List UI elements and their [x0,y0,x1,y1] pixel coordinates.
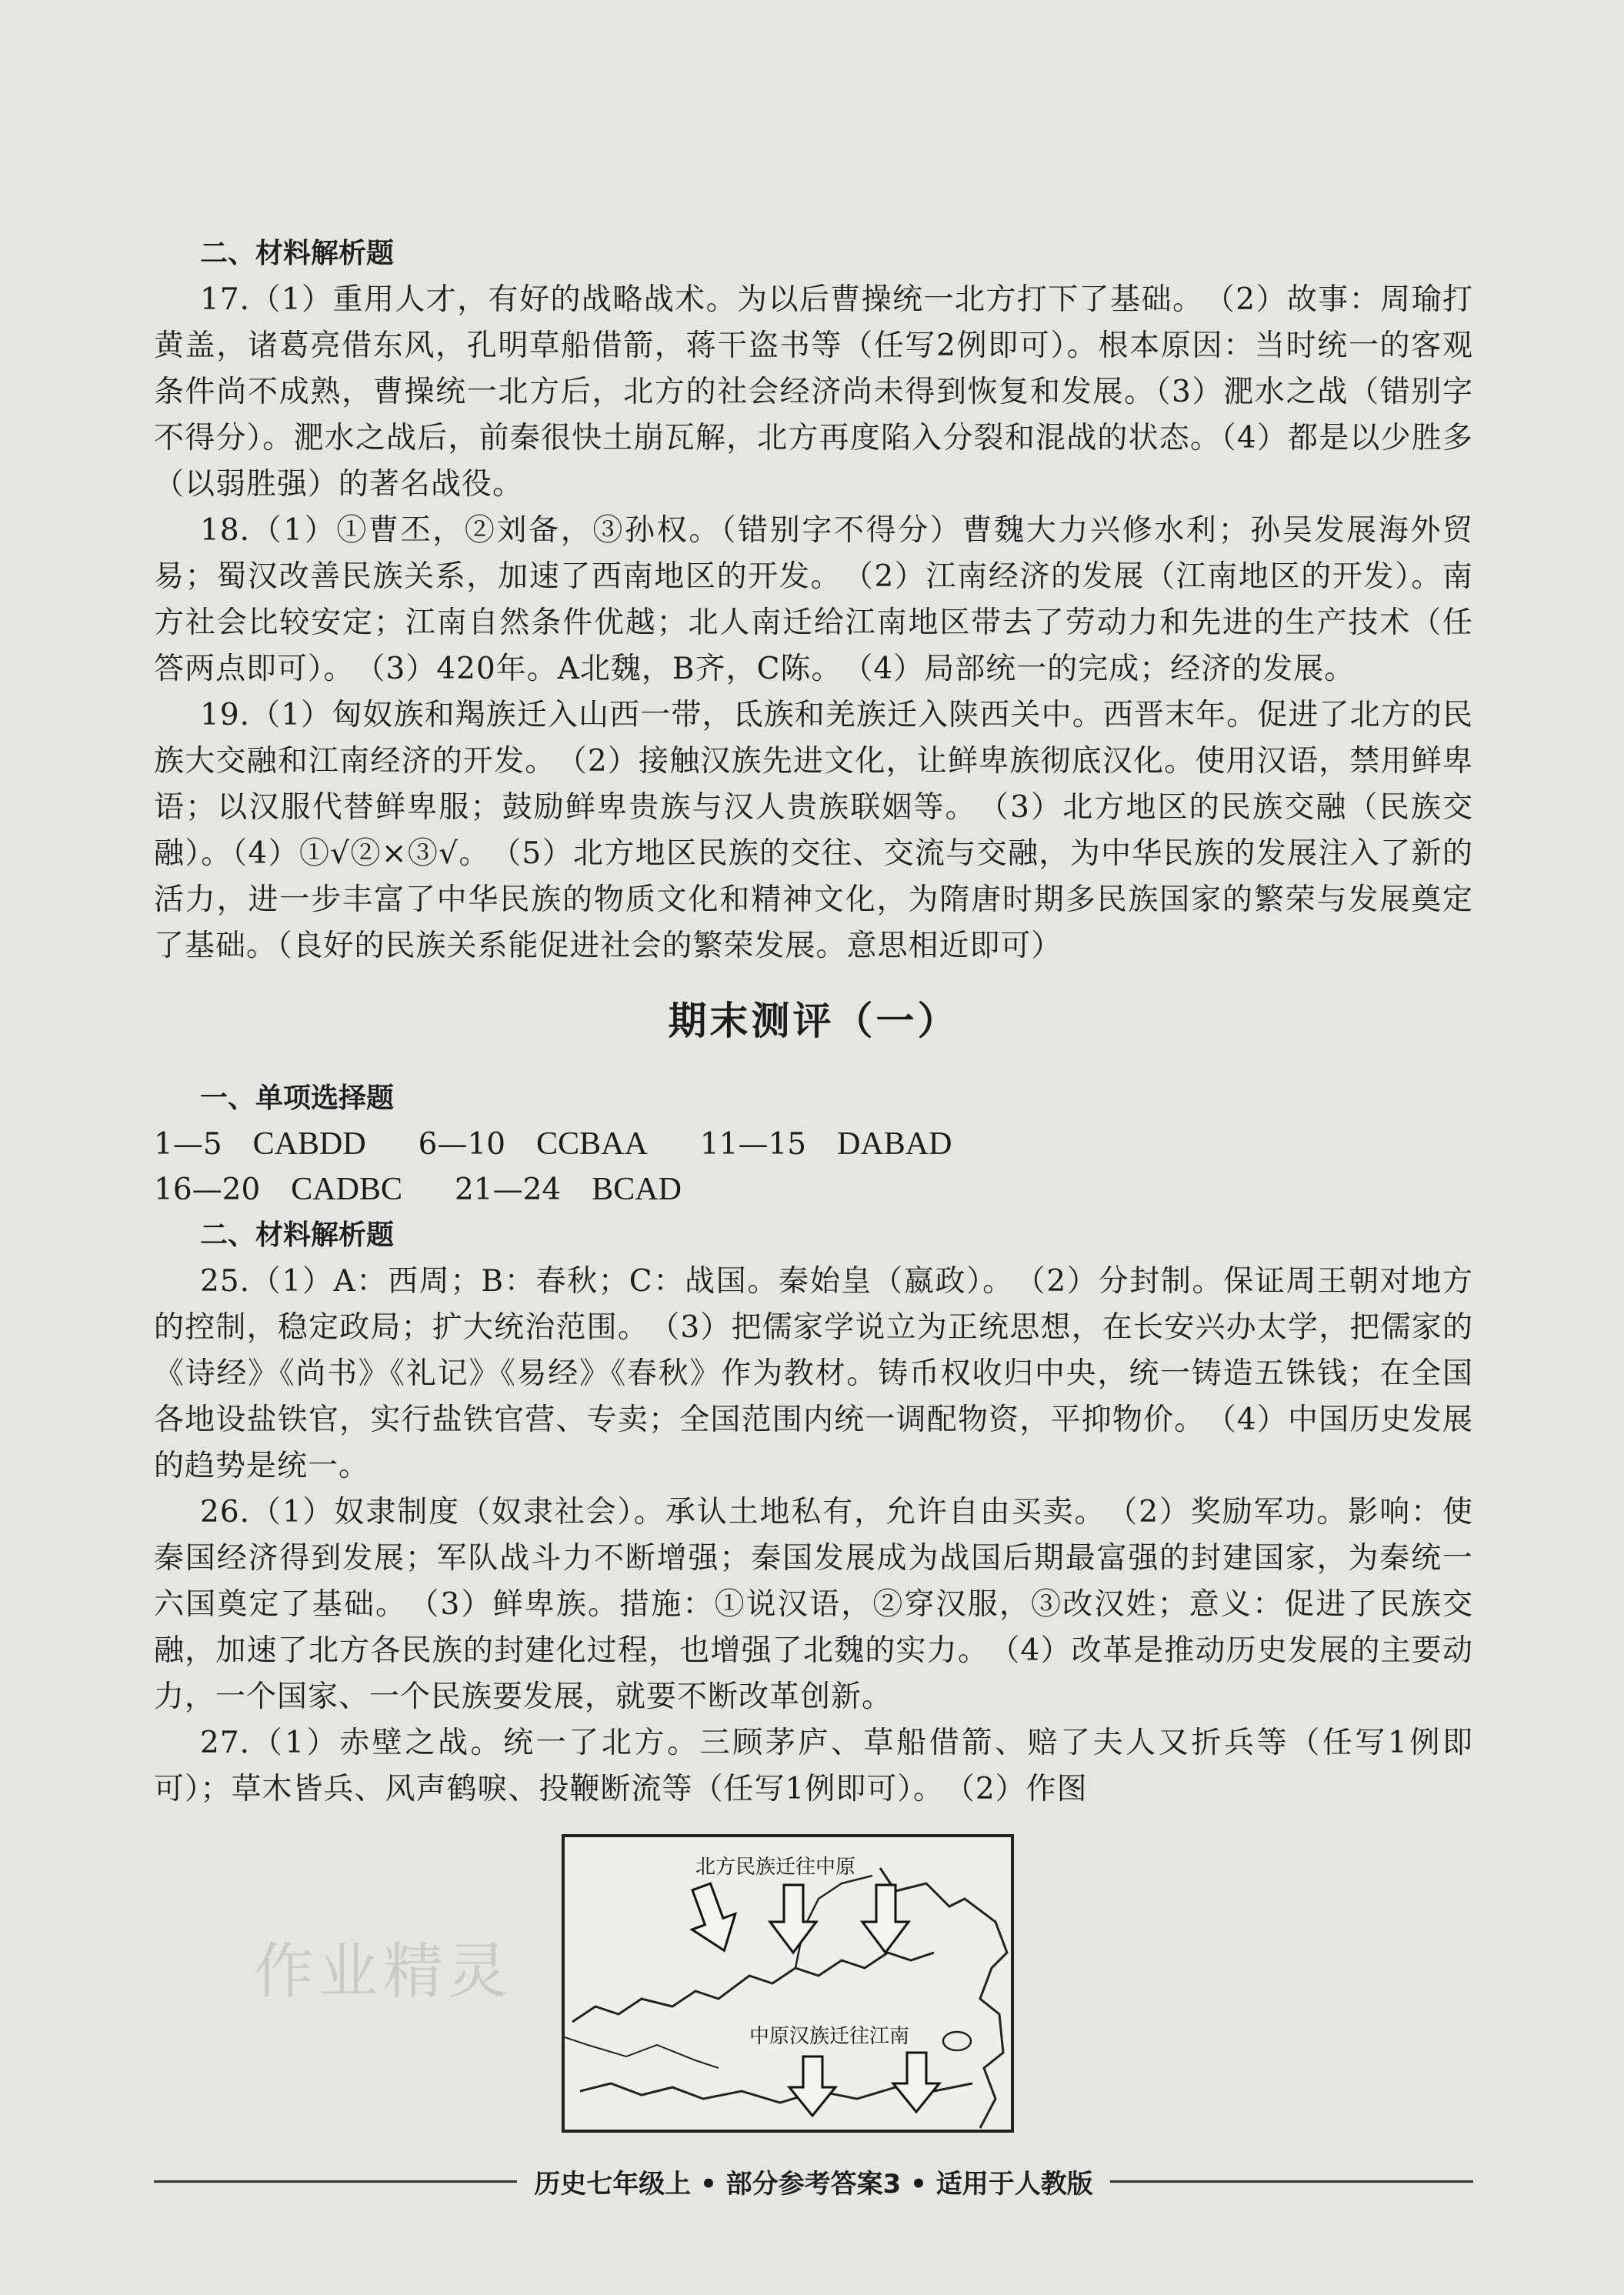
page-footer [154,2158,1473,2204]
answer-letters: CADBC [291,1172,402,1207]
exam-title: 期末测评（一） [668,999,959,1043]
answer-group [700,1122,952,1167]
lake [943,2032,971,2050]
section-heading-material-analysis: 二、材料解析题 [200,238,395,269]
map-label-north-migration: 北方民族迁往中原 [695,1856,856,1879]
page-content [154,231,1473,2133]
answer-range: 21—24 [454,1173,562,1207]
footer-text: 历史七年级上 • 部分参考答案3 • 适用于人教版 [534,2168,1093,2200]
answer-paragraph-26: 26.（1）奴隶制度（奴隶社会）。承认土地私有，允许自由买卖。 （2）奖励军功。影响：使秦国经济得到发展；军队战斗力不断增强；秦国发展成为战国后期最富强的封建国家，为秦统一六国奠定了基础。 （3）鲜卑族。措施：①说汉语，②穿汉服，③改汉姓；意义：促进了民族交融，加速了北方各民族的封建化过程，也增强了北魏的实力。 （4）改革是推动历史发展的主要动力，一个国家、一个民族要发展，就要不断改革创新。 [154,1495,1473,1714]
answer-range: 11—15 [699,1127,807,1162]
answer-paragraph-18: 18.（1）①曹丕，②刘备，③孙权。（错别字不得分）曹魏大力兴修水利；孙吴发展海外贸易；蜀汉改善民族关系，加速了西南地区的开发。 （2）江南经济的发展（江南地区的开发）。南方社会比较安定；江南自然条件优越；北人南迁给江南地区带去了劳动力和先进的生产技术（任答两点即可）。 （3）420年。A北魏，B齐，C陈。 （4）局部统一的完成；经济的发展。 [154,513,1473,686]
answer-range: 16—20 [154,1173,261,1207]
answer-group [154,1122,366,1167]
west-region-outline [565,2037,719,2068]
section-heading-material-analysis-2: 二、材料解析题 [200,1219,395,1251]
answer-letters: DABAD [837,1126,952,1162]
arrow-south-2 [893,2053,939,2112]
choice-answers-row-2 [154,1167,1473,1213]
answer-group [419,1122,648,1167]
choice-answers-row-1 [154,1122,1473,1167]
answer-letters: CABDD [252,1126,366,1162]
answer-range: 1—5 [154,1127,222,1162]
footer-rule-right [1110,2180,1473,2183]
north-river [572,1953,934,2022]
footer-rule-left [154,2180,517,2183]
answer-paragraph-17: 17.（1）重用人才，有好的战略战术。为以后曹操统一北方打下了基础。 （2）故事：周瑜打黄盖，诸葛亮借东风，孔明草船借箭，蒋干盗书等（任写2例即可）。根本原因：当时统一的客观条件尚不成熟，曹操统一北方后，北方的社会经济尚未得到恢复和发展。（3）淝水之战（错别字不得分）。淝水之战后，前秦很快土崩瓦解，北方再度陷入分裂和混战的状态。（4）都是以少胜多（以弱胜强）的著名战役。 [154,282,1473,502]
section-heading-multiple-choice: 一、单项选择题 [200,1082,395,1114]
arrow-north-3 [862,1885,909,1953]
answer-group [154,1167,402,1213]
answer-letters: CCBAA [536,1126,648,1162]
arrow-south-1 [789,2056,835,2116]
answer-paragraph-19: 19.（1）匈奴族和羯族迁入山西一带，氐族和羌族迁入陕西关中。西晋末年。促进了北方的民族大交融和江南经济的开发。 （2）接触汉族先进文化，让鲜卑族彻底汉化。使用汉语，禁用鲜卑语；以汉服代替鲜卑服；鼓励鲜卑贵族与汉人贵族联姻等。 （3）北方地区的民族交融（民族交融）。（4）①√②×③√。 （5）北方地区民族的交往、交流与交融，为中华民族的发展注入了新的活力，进一步丰富了中华民族的物质文化和精神文化，为隋唐时期多民族国家的繁荣与发展奠定了基础。（良好的民族关系能促进社会的繁荣发展。意思相近即可） [154,698,1473,963]
watermark: 作业精灵 [254,1937,513,2006]
answer-range: 6—10 [418,1127,506,1162]
migration-map-drawing [565,1837,1011,2130]
map-label-south-migration: 中原汉族迁往江南 [749,2025,910,2048]
answer-group [455,1167,682,1213]
answer-paragraph-27: 27.（1）赤壁之战。统一了北方。三顾茅庐、草船借箭、赔了夫人又折兵等（任写1例即可）；草木皆兵、风声鹤唳、投鞭断流等（任写1例即可）。 （2）作图 [154,1726,1473,1806]
arrow-north-1 [679,1879,745,1958]
answer-letters: BCAD [592,1172,682,1207]
migration-map [562,1834,1014,2133]
answer-paragraph-25: 25.（1）A：西周；B：春秋；C：战国。秦始皇（嬴政）。 （2）分封制。保证周王朝对地方的控制，稳定政局；扩大统治范围。 （3）把儒家学说立为正统思想，在长安兴办太学，把儒家的《诗经》《尚书》《礼记》《易经》《春秋》作为教材。铸币权收归中央，统一铸造五铢钱；在全国各地设盐铁官，实行盐铁官营、专卖；全国范围内统一调配物资，平抑物价。 （4）中国历史发展的趋势是统一。 [154,1264,1473,1483]
